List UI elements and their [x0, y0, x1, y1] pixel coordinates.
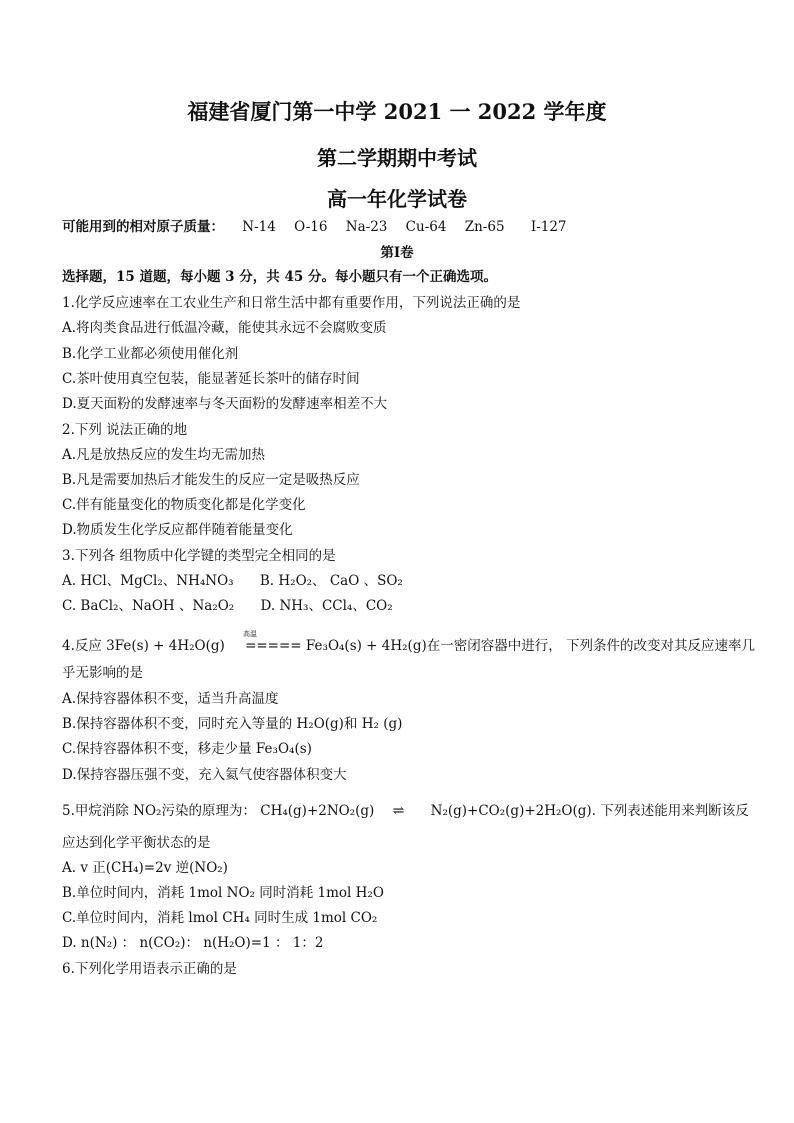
q3-option-a: A. HCl、MgCl₂、NH₄NO₃: [62, 573, 234, 589]
q1-stem: 1.化学反应速率在工农业生产和日常生活中都有重要作用，下列说法正确的是: [62, 295, 521, 311]
section-instructions: 选择题，15 道题，每小题 3 分，共 45 分。每小题只有一个正确选项。: [62, 269, 497, 285]
q3-option-d: D. NH₃、CCl₄、CO₂: [260, 598, 393, 614]
q3-stem: 3.下列各 组物质中化学键的类型完全相同的是: [62, 548, 336, 564]
q2-option-a: A.凡是放热反应的发生均无需加热: [62, 447, 266, 463]
q5-stem: [62, 802, 749, 820]
q3-options-cd: [62, 597, 393, 615]
q2-stem: 2.下列 说法正确的地: [62, 422, 188, 438]
q4-reactants: 4.反应 3Fe(s) + 4H₂O(g): [62, 638, 225, 654]
q4-option-b: B.保持容器体积不变，同时充入等量的 H₂O(g)和 H₂ (g): [62, 716, 403, 732]
q1-option-d: D.夏天面粉的发酵速率与冬天面粉的发酵速率相差不大: [62, 396, 388, 412]
subject-title: 高一年化学试卷: [327, 187, 467, 211]
q2-option-d: D.物质发生化学反应都伴随着能量变化: [62, 522, 293, 538]
q3-options-ab: [62, 572, 403, 590]
q5-equilibrium-arrows: ⇌: [392, 803, 405, 819]
q3-option-b: B. H₂O₂、 CaO 、SO₂: [259, 573, 403, 589]
q5-reactants: 5.甲烷消除 NO₂污染的原理为： CH₄(g)+2NO₂(g): [62, 803, 375, 819]
atomic-mass-i: I-127: [530, 219, 567, 235]
q4-stem-cont: 乎无影响的是: [62, 665, 143, 681]
q1-option-c: C.茶叶使用真空包装，能显著延长茶叶的储存时间: [62, 371, 360, 387]
q4-option-c: C.保持容器体积不变，移走少量 Fe₃O₄(s): [62, 741, 312, 757]
atomic-mass-cu: Cu-64: [405, 219, 447, 235]
q2-option-c: C.伴有能量变化的物质变化都是化学变化: [62, 497, 306, 513]
school-title: 福建省厦门第一中学 2021 一 2022 学年度: [187, 99, 607, 124]
q5-stem-cont: 应达到化学平衡状态的是: [62, 835, 211, 851]
q4-condition-label: 高温: [243, 630, 257, 638]
atomic-mass-n: N-14: [242, 219, 276, 235]
q4-products: Fe₃O₄(s) + 4H₂(g)在一密闭容器中进行， 下列条件的改变对其反应速率几: [305, 638, 756, 654]
atomic-mass-o: O-16: [294, 219, 328, 235]
q4-equals-sign: =====: [245, 638, 302, 654]
q5-option-d: D. n(N₂) ： n(CO₂)： n(H₂O)=1 ： 1：2: [62, 935, 324, 951]
atomic-mass-line: [62, 218, 567, 236]
q6-stem: 6.下列化学用语表示正确的是: [62, 961, 237, 977]
atomic-mass-na: Na-23: [345, 219, 388, 235]
q4-stem: [62, 637, 755, 655]
q1-option-b: B.化学工业都必须使用催化剂: [62, 346, 239, 362]
term-title: 第二学期期中考试: [317, 146, 477, 170]
q5-option-b: B.单位时间内，消耗 1mol NO₂ 同时消耗 1mol H₂O: [62, 885, 384, 901]
q5-option-c: C.单位时间内，消耗 lmol CH₄ 同时生成 1mol CO₂: [62, 910, 378, 926]
section-title: 第Ⅰ卷: [380, 245, 414, 261]
q4-option-d: D.保持容器压强不变，充入氦气使容器体积变大: [62, 767, 347, 783]
q3-option-c: C. BaCl₂、NaOH 、Na₂O₂: [62, 598, 235, 614]
q5-option-a: A. v 正(CH₄)=2v 逆(NO₂): [62, 860, 228, 876]
atomic-mass-label: 可能用到的相对原子质量：: [62, 219, 224, 235]
q5-products: N₂(g)+CO₂(g)+2H₂O(g). 下列表述能用来判断该反: [430, 803, 749, 819]
q2-option-b: B.凡是需要加热后才能发生的反应一定是吸热反应: [62, 472, 360, 488]
q1-option-a: A.将肉类食品进行低温冷藏，能使其永远不会腐败变质: [62, 320, 387, 336]
atomic-mass-zn: Zn-65: [464, 219, 505, 235]
q4-option-a: A.保持容器体积不变，适当升高温度: [62, 691, 279, 707]
